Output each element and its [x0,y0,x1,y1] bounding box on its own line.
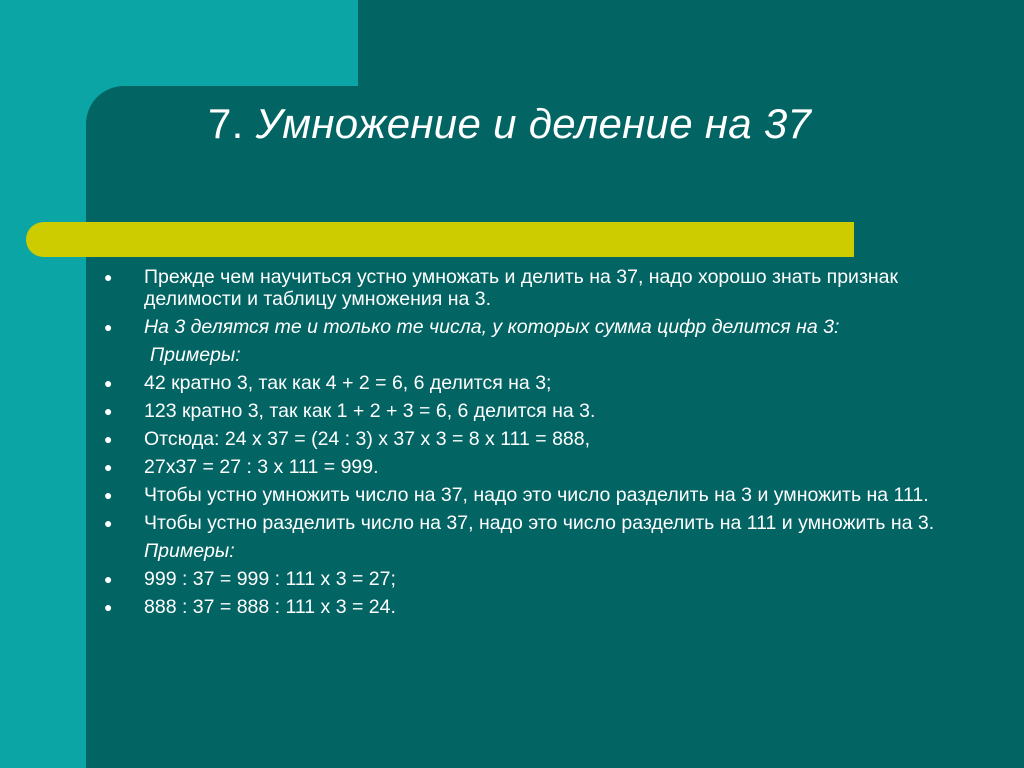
bullet-icon: ● [104,431,113,447]
bullet-icon: ● [104,375,113,391]
list-item [102,596,942,618]
accent-bar [26,222,854,257]
slide-title-text: Умножение и деление на 37 [255,100,812,147]
list-item-text: 27х37 = 27 : 3 х 111 = 999. [144,456,379,478]
list-item [102,456,942,478]
bullet-icon: ● [104,319,113,335]
list-item-text: 999 : 37 = 999 : 111 х 3 = 27; [144,568,396,590]
list-item-text: На 3 делятся те и только те числа, у которых сумма цифр делится на 3: [144,316,840,338]
bullet-icon: ● [104,269,113,285]
bullet-icon: ● [104,403,113,419]
list-item-text: Отсюда: 24 х 37 = (24 : 3) х 37 х 3 = 8 х 111 = 888, [144,428,591,450]
list-item-text: 888 : 37 = 888 : 111 х 3 = 24. [144,596,396,618]
list-item [102,266,942,310]
examples-label: Примеры: [150,344,241,366]
list-item [102,316,942,338]
list-item [102,372,942,394]
bullet-icon: ● [104,459,113,475]
list-item [102,568,942,590]
background-dark-top [358,0,1024,90]
bullet-icon: ● [104,571,113,587]
examples-label: Примеры: [144,540,235,562]
bullet-icon: ● [104,599,113,615]
slide-title-number: 7. [208,100,244,147]
list-item-text: Прежде чем научиться устно умножать и делить на 37, надо хорошо знать признак делимости и таблицу умножения на 3. [144,266,899,310]
list-item-text: 123 кратно 3, так как 1 + 2 + 3 = 6, 6 делится на 3. [144,400,596,422]
slide-content [102,266,942,624]
bullet-icon: ● [104,487,113,503]
list-item [102,428,942,450]
list-item [102,400,942,422]
list-item [102,512,942,534]
list-item-text: Чтобы устно разделить число на 37, надо это число разделить на 111 и умножить на 3. [144,512,935,534]
list-item [102,484,942,506]
list-item-text: Чтобы устно умножить число на 37, надо это число разделить на 3 и умножить на 111. [144,484,929,506]
bullet-icon: ● [104,515,113,531]
background-light-block [0,0,358,88]
slide-title [208,100,811,148]
list-item-text: 42 кратно 3, так как 4 + 2 = 6, 6 делится на 3; [144,372,552,394]
